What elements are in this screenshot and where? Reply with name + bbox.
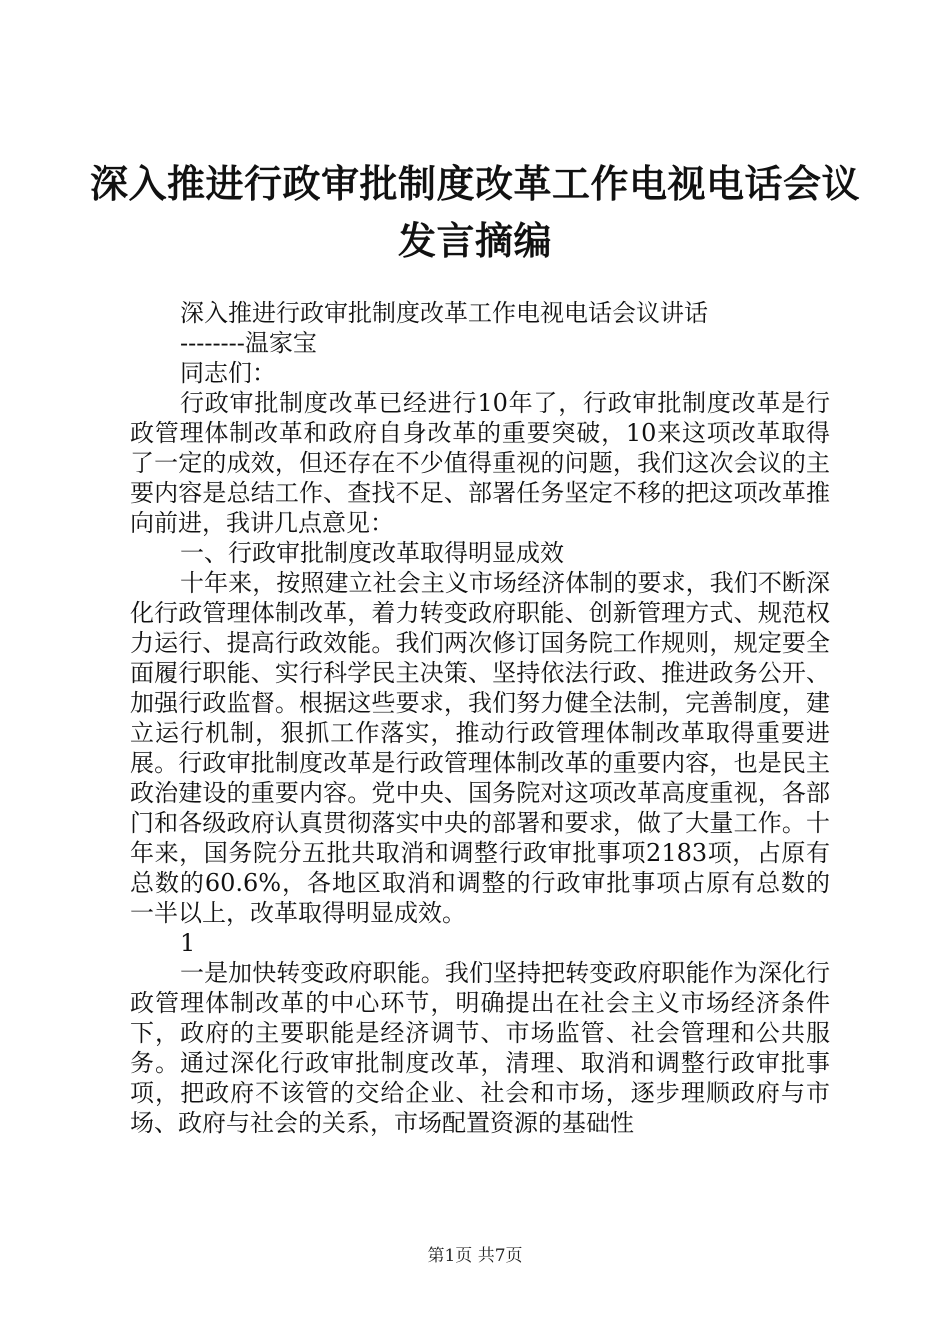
- page-footer: 第1页 共7页: [427, 1246, 523, 1266]
- speech-title: 深入推进行政审批制度改革工作电视电话会议讲话: [180, 299, 708, 327]
- paragraph-government-functions: 一是加快转变政府职能。我们坚持把转变政府职能作为深化行政管理体制改革的中心环节，明确提出在社会主义市场经济条件下，政府的主要职能是经济调节、市场监管、社会管理和公共服务。通过深化行政审批制度改革，清理、取消和调整行政审批事项，把政府不该管的交给企业、社会和市场，逐步理顺政府与市场、政府与社会的关系，市场配置资源的基础性: [130, 959, 830, 1137]
- paragraph-intro: 行政审批制度改革已经进行10年了，行政审批制度改革是行政管理体制改革和政府自身改革的重要突破，10来这项改革取得了一定的成效，但还存在不少值得重视的问题，我们这次会议的主要内容是总结工作、查找不足、部署任务坚定不移的把这项改革推向前进，我讲几点意见：: [130, 389, 830, 537]
- paragraph-achievements: 十年来，按照建立社会主义市场经济体制的要求，我们不断深化行政管理体制改革，着力转变政府职能、创新管理方式、规范权力运行、提高行政效能。我们两次修订国务院工作规则，规定要全面履行职能、实行科学民主决策、坚持依法行政、推进政务公开、加强行政监督。根据这些要求，我们努力健全法制，完善制度，建立运行机制，狠抓工作落实，推动行政管理体制改革取得重要进展。行政审批制度改革是行政管理体制改革的重要内容，也是民主政治建设的重要内容。党中央、国务院对这项改革高度重视，各部门和各级政府认真贯彻落实中央的部署和要求，做了大量工作。十年来，国务院分五批共取消和调整行政审批事项2183项，占原有总数的60.6%，各地区取消和调整的行政审批事项占原有总数的一半以上，改革取得明显成效。: [130, 569, 830, 927]
- section-heading: 一、行政审批制度改革取得明显成效: [180, 539, 564, 567]
- document-title-line2: 发言摘编: [397, 219, 552, 263]
- salutation: 同志们：: [180, 359, 276, 387]
- document-body: [130, 298, 830, 1138]
- inline-page-number: 1: [180, 929, 196, 957]
- document-title-line1: 深入推进行政审批制度改革工作电视电话会议: [89, 162, 860, 206]
- speaker-name: --------温家宝: [180, 329, 317, 357]
